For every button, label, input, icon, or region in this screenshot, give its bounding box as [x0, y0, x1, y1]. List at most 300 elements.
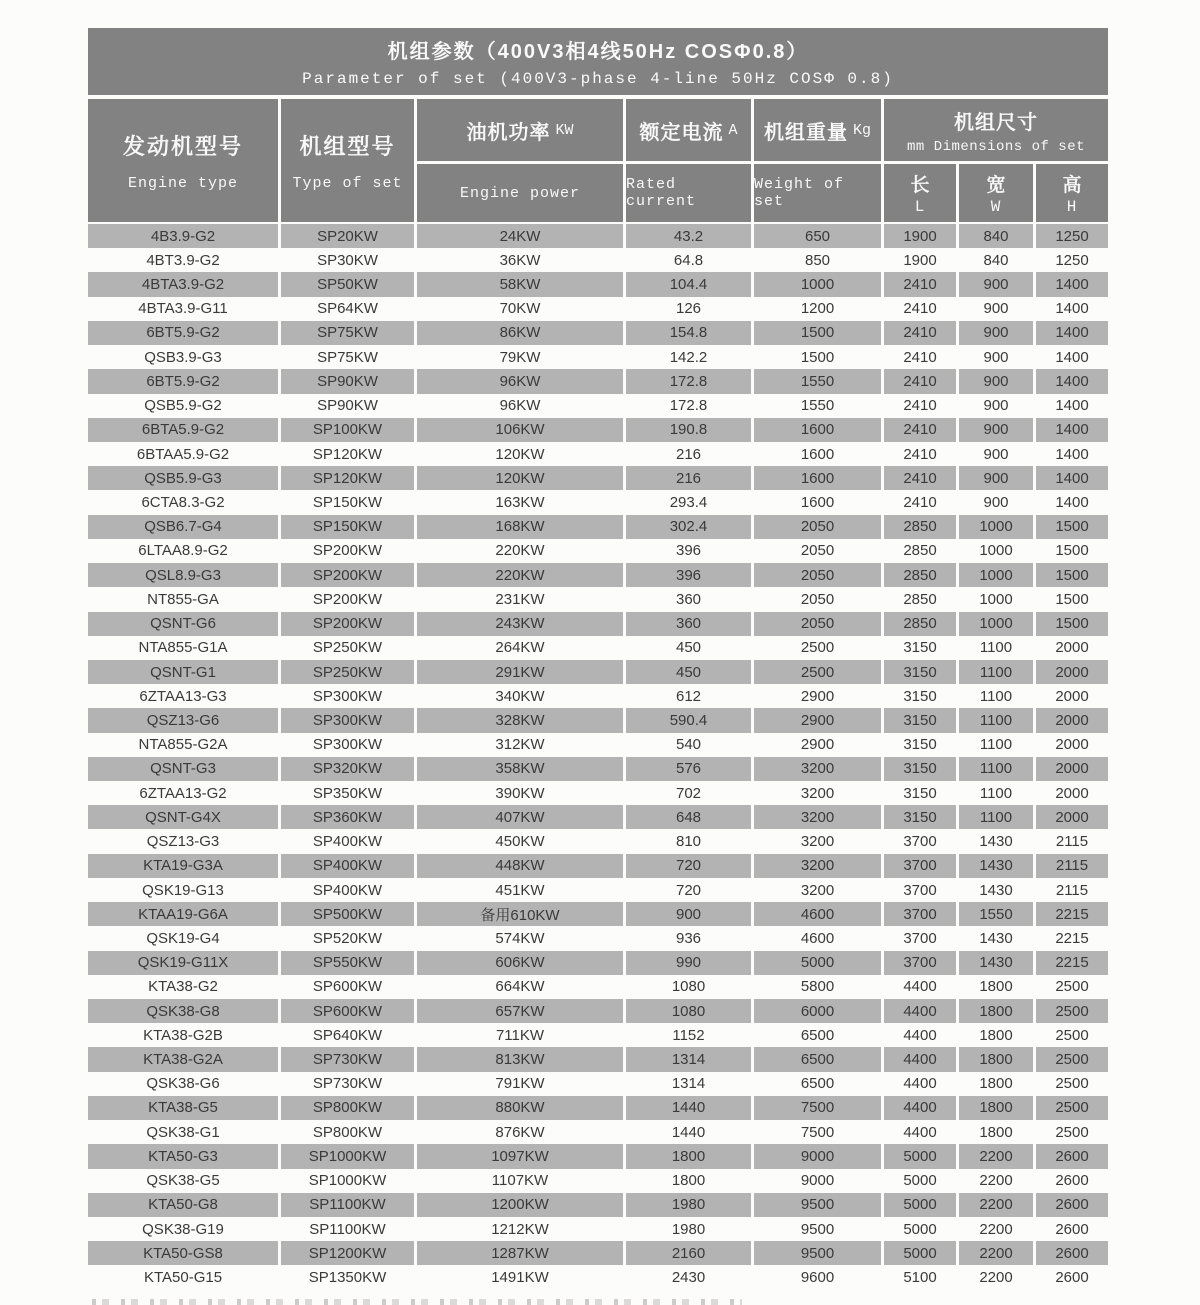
table-cell: 328KW: [417, 708, 623, 732]
table-row: [88, 1265, 1108, 1289]
table-row: [88, 757, 1108, 781]
dimensions-label-en: mm Dimensions of set: [906, 138, 1086, 155]
table-cell: 36KW: [417, 248, 623, 272]
table-row: [88, 224, 1108, 248]
table-header: [88, 99, 1108, 222]
table-cell: KTA19-G3A: [88, 854, 278, 878]
table-cell: SP200KW: [281, 539, 414, 563]
table-cell: 396: [626, 563, 751, 587]
table-cell: 1500: [1036, 612, 1108, 636]
table-cell: 2200: [959, 1144, 1033, 1168]
table-cell: 1800: [959, 1120, 1033, 1144]
table-cell: 540: [626, 733, 751, 757]
table-cell: 4BTA3.9-G2: [88, 272, 278, 296]
table-cell: 5800: [754, 975, 881, 999]
table-cell: 2430: [626, 1265, 751, 1289]
table-cell: 648: [626, 805, 751, 829]
table-cell: 1980: [626, 1193, 751, 1217]
table-cell: 900: [959, 418, 1033, 442]
table-cell: QSB6.7-G4: [88, 515, 278, 539]
table-cell: QSK38-G5: [88, 1169, 278, 1193]
table-cell: 172.8: [626, 369, 751, 393]
rated-current-label-en: Rated current: [626, 164, 751, 222]
table-row: [88, 1047, 1108, 1071]
table-cell: 840: [959, 248, 1033, 272]
dimension-subheader-length: 长 L: [884, 164, 956, 222]
table-row: [88, 684, 1108, 708]
table-cell: 2160: [626, 1241, 751, 1265]
table-cell: 126: [626, 297, 751, 321]
table-cell: 450: [626, 636, 751, 660]
table-cell: 360: [626, 612, 751, 636]
title-banner: [88, 28, 1108, 95]
table-cell: 1400: [1036, 394, 1108, 418]
table-cell: 900: [959, 345, 1033, 369]
table-cell: SP150KW: [281, 490, 414, 514]
table-cell: 1440: [626, 1096, 751, 1120]
table-cell: 1500: [1036, 587, 1108, 611]
table-cell: 810: [626, 829, 751, 853]
table-cell: 2410: [884, 466, 956, 490]
table-row: [88, 466, 1108, 490]
table-cell: 6500: [754, 1072, 881, 1096]
table-cell: 2600: [1036, 1193, 1108, 1217]
table-cell: SP30KW: [281, 248, 414, 272]
table-cell: 2600: [1036, 1265, 1108, 1289]
table-cell: 900: [959, 490, 1033, 514]
table-cell: SP100KW: [281, 418, 414, 442]
table-cell: 1287KW: [417, 1241, 623, 1265]
table-cell: 2500: [1036, 999, 1108, 1023]
table-row: [88, 926, 1108, 950]
table-cell: 4400: [884, 1120, 956, 1144]
table-row: [88, 1193, 1108, 1217]
table-cell: 407KW: [417, 805, 623, 829]
table-cell: 2850: [884, 563, 956, 587]
table-cell: 650: [754, 224, 881, 248]
table-cell: SP1000KW: [281, 1169, 414, 1193]
table-cell: 4400: [884, 1096, 956, 1120]
table-cell: SP1350KW: [281, 1265, 414, 1289]
engine-type-label-en: Engine type: [127, 174, 239, 192]
table-row: [88, 829, 1108, 853]
table-row: [88, 1144, 1108, 1168]
table-cell: 4600: [754, 902, 881, 926]
table-row: [88, 878, 1108, 902]
table-cell: QSNT-G6: [88, 612, 278, 636]
table-cell: 1200: [754, 297, 881, 321]
table-row: [88, 1217, 1108, 1241]
table-cell: KTA50-G15: [88, 1265, 278, 1289]
table-cell: 900: [959, 394, 1033, 418]
table-cell: 1107KW: [417, 1169, 623, 1193]
table-cell: 2900: [754, 684, 881, 708]
table-cell: 96KW: [417, 394, 623, 418]
table-cell: SP200KW: [281, 612, 414, 636]
table-cell: SP50KW: [281, 272, 414, 296]
table-cell: 216: [626, 466, 751, 490]
table-cell: 2900: [754, 708, 881, 732]
table-cell: QSK38-G19: [88, 1217, 278, 1241]
page-title-zh: 机组参数（400V3相4线50Hz COSΦ0.8）: [387, 41, 809, 63]
table-cell: 120KW: [417, 466, 623, 490]
table-cell: 2500: [1036, 975, 1108, 999]
table-cell: 2410: [884, 394, 956, 418]
table-cell: 3200: [754, 805, 881, 829]
table-cell: 1100: [959, 781, 1033, 805]
table-cell: 390KW: [417, 781, 623, 805]
clipped-footnote-text: [92, 1299, 742, 1305]
table-cell: 2000: [1036, 708, 1108, 732]
engine-type-label-zh: 发动机型号: [122, 133, 243, 159]
table-cell: KTA50-G3: [88, 1144, 278, 1168]
table-cell: 6BTA5.9-G2: [88, 418, 278, 442]
table-cell: 3200: [754, 781, 881, 805]
table-cell: QSK38-G8: [88, 999, 278, 1023]
table-cell: 2500: [1036, 1047, 1108, 1071]
table-cell: 154.8: [626, 321, 751, 345]
table-cell: 1400: [1036, 321, 1108, 345]
table-cell: 6500: [754, 1047, 881, 1071]
table-cell: 5100: [884, 1265, 956, 1289]
table-cell: 1500: [1036, 563, 1108, 587]
table-cell: SP120KW: [281, 466, 414, 490]
table-cell: 1400: [1036, 442, 1108, 466]
table-cell: 2410: [884, 369, 956, 393]
table-cell: 5000: [884, 1241, 956, 1265]
table-cell: 720: [626, 878, 751, 902]
table-cell: 104.4: [626, 272, 751, 296]
table-cell: 1430: [959, 829, 1033, 853]
table-cell: 3150: [884, 708, 956, 732]
table-cell: 936: [626, 926, 751, 950]
table-cell: 9500: [754, 1241, 881, 1265]
rated-current-unit: A: [728, 121, 738, 139]
table-cell: 1080: [626, 975, 751, 999]
table-cell: 291KW: [417, 660, 623, 684]
table-cell: 590.4: [626, 708, 751, 732]
table-cell: 791KW: [417, 1072, 623, 1096]
table-cell: 3150: [884, 805, 956, 829]
table-row: [88, 321, 1108, 345]
table-cell: 1600: [754, 466, 881, 490]
table-cell: SP360KW: [281, 805, 414, 829]
table-cell: QSB3.9-G3: [88, 345, 278, 369]
table-cell: SP1000KW: [281, 1144, 414, 1168]
table-cell: KTA38-G5: [88, 1096, 278, 1120]
table-cell: 6500: [754, 1023, 881, 1047]
table-cell: 2600: [1036, 1169, 1108, 1193]
table-cell: 1100: [959, 660, 1033, 684]
table-cell: 1980: [626, 1217, 751, 1241]
table-cell: 2200: [959, 1265, 1033, 1289]
table-cell: 1212KW: [417, 1217, 623, 1241]
table-cell: QSNT-G4X: [88, 805, 278, 829]
table-body: [88, 224, 1108, 1290]
table-cell: 1500: [1036, 539, 1108, 563]
table-cell: 4BTA3.9-G11: [88, 297, 278, 321]
table-cell: 1100: [959, 684, 1033, 708]
table-cell: 880KW: [417, 1096, 623, 1120]
column-header-engine-type: [88, 99, 278, 222]
table-cell: 1550: [754, 369, 881, 393]
table-cell: SP520KW: [281, 926, 414, 950]
table-cell: 702: [626, 781, 751, 805]
table-cell: 448KW: [417, 854, 623, 878]
weight-label-en: Weight of set: [754, 164, 881, 222]
table-row: [88, 1096, 1108, 1120]
table-cell: 120KW: [417, 442, 623, 466]
table-cell: 813KW: [417, 1047, 623, 1071]
table-cell: 2200: [959, 1193, 1033, 1217]
table-cell: 657KW: [417, 999, 623, 1023]
table-cell: 450KW: [417, 829, 623, 853]
table-cell: 3700: [884, 926, 956, 950]
table-cell: 备用610KW: [417, 902, 623, 926]
table-cell: 850: [754, 248, 881, 272]
table-cell: 243KW: [417, 612, 623, 636]
table-cell: QSZ13-G3: [88, 829, 278, 853]
table-cell: 163KW: [417, 490, 623, 514]
dimensions-label-zh: 机组尺寸: [954, 111, 1038, 134]
table-cell: 2115: [1036, 829, 1108, 853]
table-cell: 2050: [754, 563, 881, 587]
table-cell: 7500: [754, 1096, 881, 1120]
table-cell: SP800KW: [281, 1096, 414, 1120]
table-cell: QSK19-G11X: [88, 951, 278, 975]
set-type-label-en: Type of set: [292, 174, 403, 192]
table-cell: 2850: [884, 539, 956, 563]
table-cell: SP1100KW: [281, 1217, 414, 1241]
table-cell: 1400: [1036, 297, 1108, 321]
table-cell: 4400: [884, 1023, 956, 1047]
table-cell: 1800: [959, 1072, 1033, 1096]
table-row: [88, 660, 1108, 684]
table-cell: KTA50-GS8: [88, 1241, 278, 1265]
table-cell: 2600: [1036, 1144, 1108, 1168]
table-row: [88, 418, 1108, 442]
table-cell: 3200: [754, 854, 881, 878]
table-cell: 2850: [884, 587, 956, 611]
table-row: [88, 951, 1108, 975]
table-cell: 1430: [959, 926, 1033, 950]
table-cell: 24KW: [417, 224, 623, 248]
table-cell: SP550KW: [281, 951, 414, 975]
table-cell: 2200: [959, 1169, 1033, 1193]
table-cell: 2050: [754, 612, 881, 636]
table-cell: 2600: [1036, 1241, 1108, 1265]
dimension-subheader-height: 高 H: [1036, 164, 1108, 222]
table-cell: 1200KW: [417, 1193, 623, 1217]
table-cell: 1250: [1036, 224, 1108, 248]
table-cell: SP75KW: [281, 321, 414, 345]
table-cell: 302.4: [626, 515, 751, 539]
table-cell: 1400: [1036, 272, 1108, 296]
table-row: [88, 1072, 1108, 1096]
table-cell: 6ZTAA13-G2: [88, 781, 278, 805]
column-header-weight: [754, 99, 881, 222]
table-row: [88, 297, 1108, 321]
table-cell: 2410: [884, 442, 956, 466]
table-cell: SP320KW: [281, 757, 414, 781]
table-cell: 6BTAA5.9-G2: [88, 442, 278, 466]
table-cell: SP250KW: [281, 636, 414, 660]
table-cell: 172.8: [626, 394, 751, 418]
table-cell: NTA855-G1A: [88, 636, 278, 660]
table-cell: QSL8.9-G3: [88, 563, 278, 587]
table-cell: 1314: [626, 1072, 751, 1096]
table-cell: 900: [959, 297, 1033, 321]
table-cell: 990: [626, 951, 751, 975]
table-row: [88, 587, 1108, 611]
table-cell: 1430: [959, 854, 1033, 878]
table-cell: 2200: [959, 1241, 1033, 1265]
table-cell: 840: [959, 224, 1033, 248]
weight-label-zh: 机组重量: [763, 121, 848, 144]
table-cell: 216: [626, 442, 751, 466]
table-row: [88, 1120, 1108, 1144]
table-cell: 1440: [626, 1120, 751, 1144]
table-cell: 900: [959, 442, 1033, 466]
table-cell: SP730KW: [281, 1072, 414, 1096]
table-cell: 612: [626, 684, 751, 708]
table-cell: 5000: [884, 1217, 956, 1241]
table-row: [88, 999, 1108, 1023]
table-cell: 2000: [1036, 684, 1108, 708]
table-cell: 3150: [884, 636, 956, 660]
engine-power-unit: KW: [555, 121, 574, 139]
table-cell: 3700: [884, 902, 956, 926]
table-row: [88, 248, 1108, 272]
table-cell: SP200KW: [281, 587, 414, 611]
table-cell: 43.2: [626, 224, 751, 248]
table-cell: 231KW: [417, 587, 623, 611]
table-cell: KTAA19-G6A: [88, 902, 278, 926]
table-cell: SP90KW: [281, 394, 414, 418]
table-cell: 3150: [884, 757, 956, 781]
table-cell: 1430: [959, 951, 1033, 975]
table-cell: 2500: [1036, 1096, 1108, 1120]
table-cell: 9500: [754, 1193, 881, 1217]
table-cell: 64.8: [626, 248, 751, 272]
table-cell: 2500: [1036, 1023, 1108, 1047]
table-row: [88, 805, 1108, 829]
table-cell: 1491KW: [417, 1265, 623, 1289]
table-cell: NT855-GA: [88, 587, 278, 611]
table-cell: 9500: [754, 1217, 881, 1241]
table-row: [88, 442, 1108, 466]
table-cell: 340KW: [417, 684, 623, 708]
table-cell: 2000: [1036, 660, 1108, 684]
table-cell: 79KW: [417, 345, 623, 369]
table-cell: QSK19-G13: [88, 878, 278, 902]
dimension-subheader-width: 宽 W: [959, 164, 1033, 222]
table-cell: 2410: [884, 321, 956, 345]
table-cell: 220KW: [417, 563, 623, 587]
table-cell: 3700: [884, 951, 956, 975]
table-cell: 2410: [884, 345, 956, 369]
table-cell: SP90KW: [281, 369, 414, 393]
table-cell: SP75KW: [281, 345, 414, 369]
table-cell: 1430: [959, 878, 1033, 902]
table-cell: 1900: [884, 248, 956, 272]
table-cell: 3150: [884, 684, 956, 708]
table-cell: QSK38-G6: [88, 1072, 278, 1096]
table-cell: 3200: [754, 829, 881, 853]
table-cell: 2000: [1036, 636, 1108, 660]
table-cell: KTA38-G2: [88, 975, 278, 999]
table-cell: 358KW: [417, 757, 623, 781]
table-cell: QSK19-G4: [88, 926, 278, 950]
table-cell: SP1100KW: [281, 1193, 414, 1217]
table-cell: 1800: [959, 1096, 1033, 1120]
table-row: [88, 854, 1108, 878]
table-row: [88, 490, 1108, 514]
table-cell: NTA855-G2A: [88, 733, 278, 757]
table-cell: SP1200KW: [281, 1241, 414, 1265]
table-cell: 3150: [884, 660, 956, 684]
table-cell: 96KW: [417, 369, 623, 393]
table-cell: 142.2: [626, 345, 751, 369]
table-cell: 3700: [884, 829, 956, 853]
table-cell: 1400: [1036, 418, 1108, 442]
table-cell: KTA38-G2A: [88, 1047, 278, 1071]
table-cell: 2000: [1036, 757, 1108, 781]
table-cell: 2850: [884, 515, 956, 539]
table-cell: 5000: [754, 951, 881, 975]
table-cell: 1800: [626, 1144, 751, 1168]
table-cell: 720: [626, 854, 751, 878]
table-cell: 1100: [959, 757, 1033, 781]
table-cell: 6BT5.9-G2: [88, 321, 278, 345]
table-cell: 9000: [754, 1169, 881, 1193]
table-cell: 2115: [1036, 854, 1108, 878]
table-cell: 2900: [754, 733, 881, 757]
table-cell: 1800: [959, 975, 1033, 999]
table-cell: 7500: [754, 1120, 881, 1144]
table-cell: 711KW: [417, 1023, 623, 1047]
table-cell: 6BT5.9-G2: [88, 369, 278, 393]
table-cell: 1400: [1036, 466, 1108, 490]
table-cell: QSB5.9-G3: [88, 466, 278, 490]
table-cell: SP300KW: [281, 733, 414, 757]
table-cell: SP400KW: [281, 829, 414, 853]
table-cell: 86KW: [417, 321, 623, 345]
table-cell: SP64KW: [281, 297, 414, 321]
table-cell: SP730KW: [281, 1047, 414, 1071]
table-cell: 4400: [884, 1047, 956, 1071]
table-cell: 6LTAA8.9-G2: [88, 539, 278, 563]
table-cell: 2500: [1036, 1120, 1108, 1144]
table-cell: SP640KW: [281, 1023, 414, 1047]
table-cell: 106KW: [417, 418, 623, 442]
table-cell: 190.8: [626, 418, 751, 442]
engine-power-label-en: Engine power: [417, 164, 623, 222]
table-cell: 1400: [1036, 369, 1108, 393]
table-cell: 6ZTAA13-G3: [88, 684, 278, 708]
table-cell: 2050: [754, 515, 881, 539]
table-cell: 3150: [884, 733, 956, 757]
table-cell: 5000: [884, 1144, 956, 1168]
table-cell: 220KW: [417, 539, 623, 563]
table-row: [88, 902, 1108, 926]
table-cell: 900: [959, 466, 1033, 490]
table-cell: 1100: [959, 733, 1033, 757]
table-cell: 360: [626, 587, 751, 611]
table-cell: 1800: [626, 1169, 751, 1193]
table-cell: 1800: [959, 999, 1033, 1023]
table-cell: SP300KW: [281, 684, 414, 708]
